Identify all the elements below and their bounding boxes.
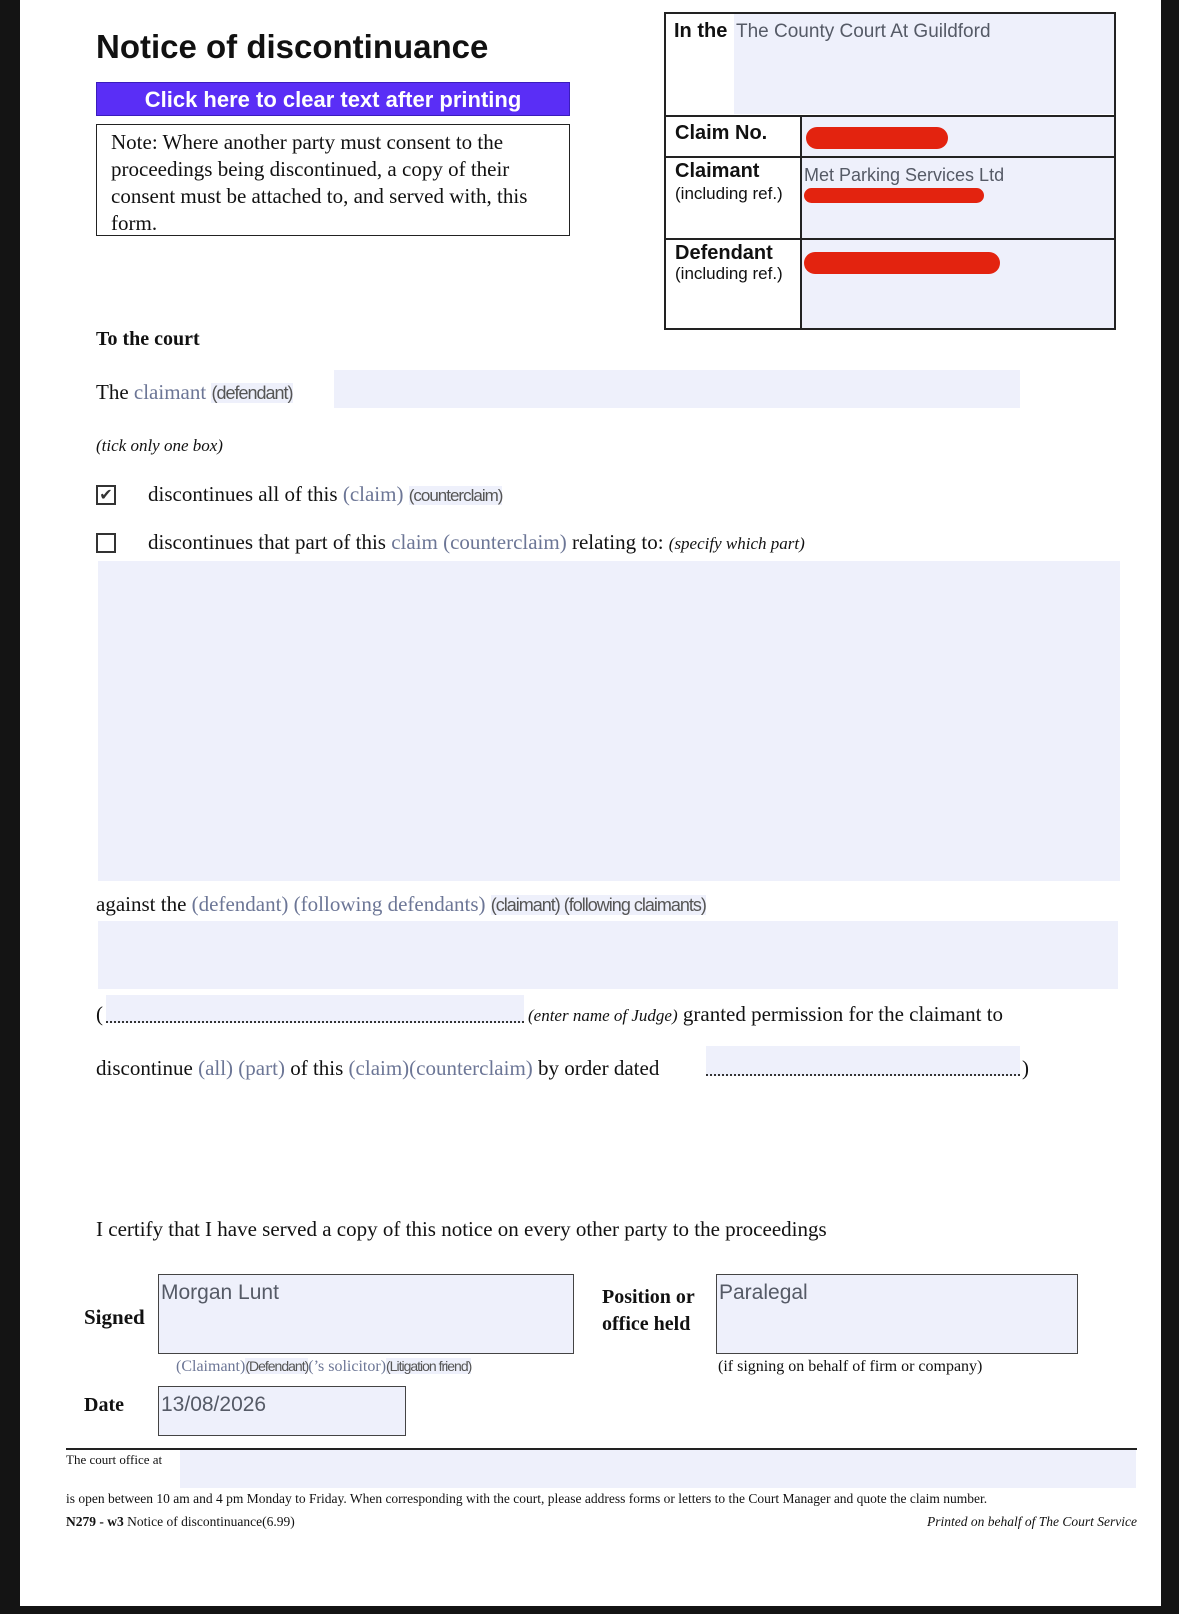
claim-no-redaction [806,127,948,149]
date-label: Date [84,1394,124,1416]
role-struck-defendant[interactable]: (Defendant) [245,1358,309,1374]
against-defendants: (defendant) (following defendants) [191,892,486,916]
form-page [20,0,1161,1606]
option-all-checkbox[interactable]: ✔ [96,485,116,505]
order-date-field[interactable] [706,1046,1020,1076]
judge-line [528,1002,1003,1027]
claimant-word: claimant [133,380,207,404]
option-all-line [148,482,502,507]
role-solicitor: (’s solicitor) [308,1358,387,1375]
against-line [96,892,706,917]
specify-part-field[interactable] [98,561,1120,881]
order-dated: by order dated [538,1056,660,1080]
footer-open-hours: is open between 10 am and 4 pm Monday to Friday. When corresponding with the court, please address forms or letters to the Court Manager and quote the claim number. [66,1491,988,1506]
defendant-redaction [804,252,1000,274]
discontinue-word: discontinue [96,1056,193,1080]
clear-text-button[interactable]: Click here to clear text after printing [96,82,570,116]
against-struck-options[interactable]: (claimant) (following claimants) [490,895,706,915]
claimant-line [96,380,293,405]
defendants-names-field[interactable] [98,921,1118,989]
option-part-checkbox[interactable] [96,533,116,553]
consent-note: Note: Where another party must consent to the proceedings being discontinued, a copy of their consent must be attached to, and served with, this form. [96,124,570,236]
court-office-label: The court office at [66,1452,163,1467]
option-all-struck[interactable]: (counterclaim) [408,486,503,505]
of-this: of this [290,1056,344,1080]
claimant-label: Claimant [675,160,760,182]
claimant-ref-redaction [804,188,984,203]
defendant-label: Defendant [675,242,773,264]
option-part-claim: claim (counterclaim) [391,530,567,554]
claim-no-label: Claim No. [675,122,768,144]
claimant-name-field[interactable] [334,370,1020,408]
signed-label: Signed [84,1305,145,1329]
role-claimant: (Claimant) [176,1358,246,1375]
certify-statement: I certify that I have served a copy of this notice on every other party to the proceedings [96,1217,827,1241]
role-struck-litigation[interactable]: (Litigation friend) [386,1358,472,1374]
court-info-box [664,12,1116,330]
position-label-line1: Position or [602,1286,695,1308]
date-field[interactable]: 13/08/2026 [158,1386,406,1436]
position-field[interactable]: Paralegal [716,1274,1078,1354]
judge-open-paren: ( [96,1002,103,1026]
printed-by: Printed on behalf of The Court Service [927,1514,1137,1529]
form-id: N279 - w3 [66,1514,124,1529]
position-label [602,1284,695,1338]
option-part-text: discontinues that part of this [148,530,386,554]
all-part-options: (all) (part) [198,1056,285,1080]
position-label-line2: office held [602,1313,691,1335]
option-part-line [148,530,805,555]
court-name-value: The County Court At Guildford [736,21,991,42]
claimant-struck-option[interactable]: (defendant) [211,383,293,403]
claim-counter-options: (claim)(counterclaim) [348,1056,533,1080]
to-the-court-heading: To the court [96,328,200,350]
option-all-text: discontinues all of this [148,482,338,506]
discontinue-line [96,1056,659,1081]
judge-name-field[interactable] [106,995,524,1023]
firm-hint: (if signing on behalf of firm or company) [718,1358,983,1375]
judge-rest: granted permission for the claimant to [682,1002,1004,1026]
the-word: The [96,380,129,404]
claimant-sub-label: (including ref.) [675,184,783,203]
option-part-hint: (specify which part) [668,534,805,553]
claimant-value: Met Parking Services Ltd [804,165,1005,185]
tick-hint: (tick only one box) [96,436,223,455]
court-office-field[interactable] [180,1450,1136,1488]
form-title: Notice of discontinuance [96,28,489,65]
defendant-sub-label: (including ref.) [675,264,783,283]
against-the: against the [96,892,187,916]
option-part-rest: relating to: [571,530,664,554]
order-close-paren: ) [1022,1056,1029,1080]
signatory-role-line [176,1358,471,1376]
footer-form-id-line [66,1514,295,1530]
in-the-label: In the [674,20,728,42]
judge-hint: (enter name of Judge) [528,1006,678,1025]
form-name: Notice of discontinuance(6.99) [127,1514,295,1529]
option-all-claim: (claim) [342,482,404,506]
signed-field[interactable]: Morgan Lunt [158,1274,574,1354]
